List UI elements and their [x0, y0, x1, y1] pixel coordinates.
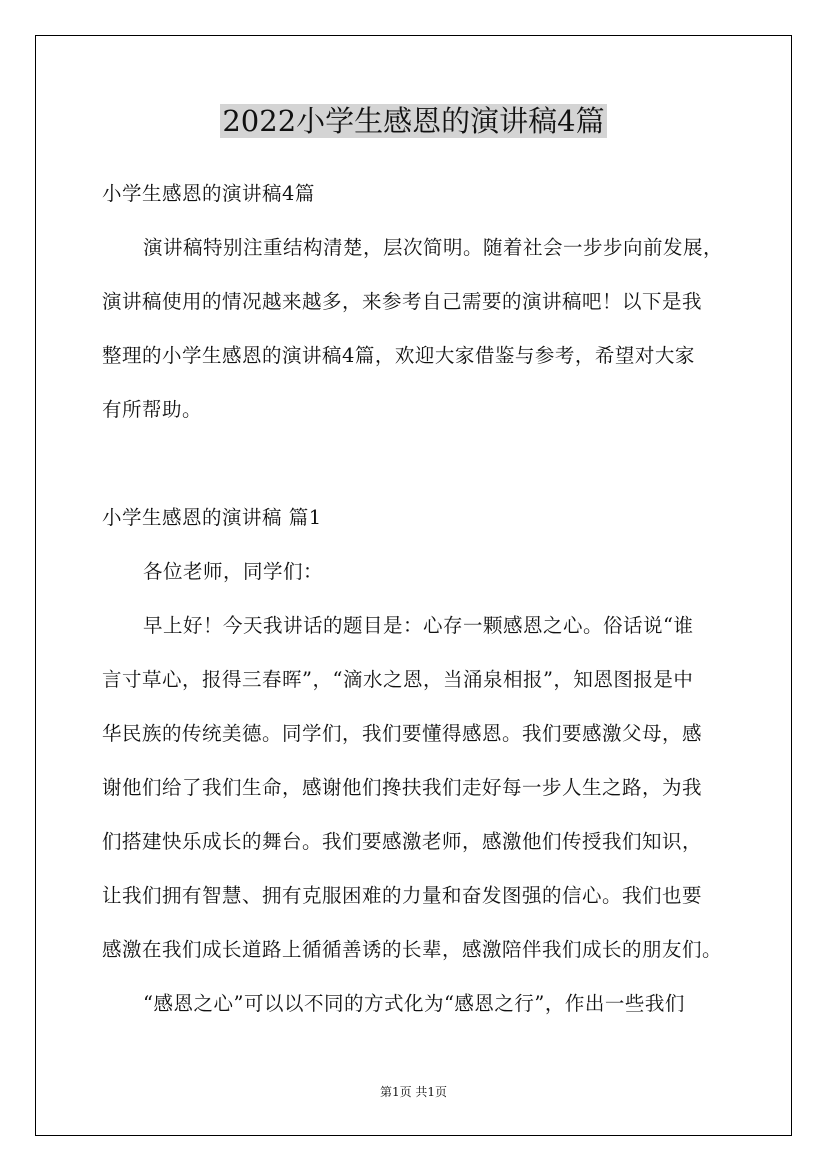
body-line-5: 们搭建快乐成长的舞台。我们要感激老师，感激他们传授我们知识，: [102, 830, 703, 853]
body-line-3: 华民族的传统美德。同学们，我们要懂得感恩。我们要感激父母，感: [102, 722, 703, 745]
document-title-text: 2022小学生感恩的演讲稿4篇: [222, 104, 605, 138]
body-line-2: 言寸草心，报得三春晖”，“滴水之恩，当涌泉相报”，知恩图报是中: [102, 668, 694, 691]
intro-line-2: 演讲稿使用的情况越来越多，来参考自己需要的演讲稿吧！以下是我: [102, 290, 703, 313]
intro-line-1: 演讲稿特别注重结构清楚，层次简明。随着社会一步步向前发展，: [143, 236, 724, 259]
greeting-line: 各位老师，同学们：: [143, 560, 324, 583]
body-line-7: 感激在我们成长道路上循循善诱的长辈，感激陪伴我们成长的朋友们。: [102, 938, 723, 961]
document-title: [0, 101, 827, 141]
section-heading: 小学生感恩的演讲稿 篇1: [102, 506, 322, 529]
document-subtitle: 小学生感恩的演讲稿4篇: [102, 182, 315, 205]
body-line-1: 早上好！今天我讲话的题目是：心存一颗感恩之心。俗话说“谁: [143, 614, 694, 637]
body-line-8: “感恩之心”可以以不同的方式化为“感恩之行”，作出一些我们: [143, 992, 685, 1015]
body-line-4: 谢他们给了我们生命，感谢他们搀扶我们走好每一步人生之路，为我: [102, 776, 703, 799]
intro-line-4: 有所帮助。: [102, 398, 203, 421]
intro-line-3: 整理的小学生感恩的演讲稿4篇，欢迎大家借鉴与参考，希望对大家: [102, 344, 695, 367]
page-footer: 第1页 共1页: [379, 1085, 448, 1099]
body-line-6: 让我们拥有智慧、拥有克服困难的力量和奋发图强的信心。我们也要: [102, 884, 703, 907]
